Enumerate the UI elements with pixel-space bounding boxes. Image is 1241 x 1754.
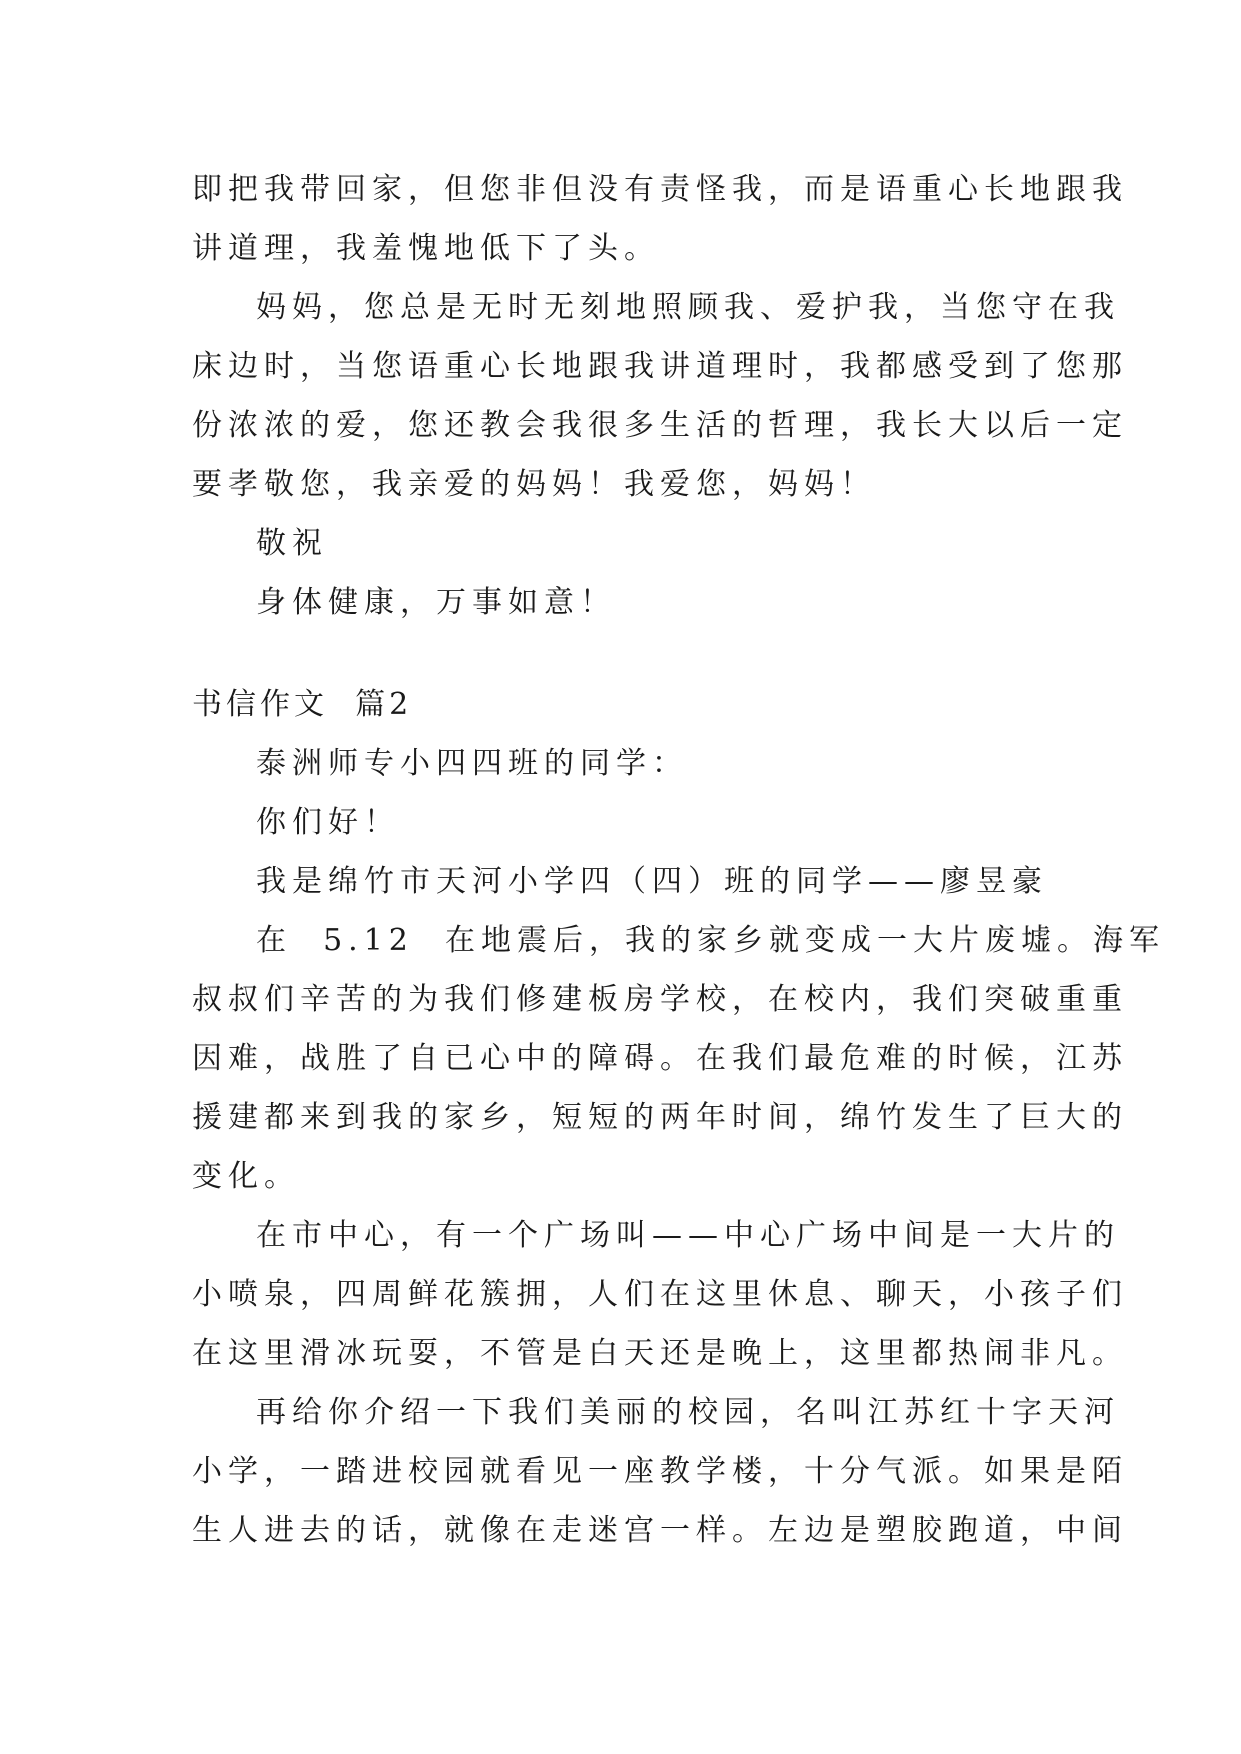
text-line: 床边时，当您语重心长地跟我讲道理时，我都感受到了您那 <box>192 349 1128 384</box>
closing-salute: 敬祝 <box>256 526 328 561</box>
letter-greeting: 你们好！ <box>256 805 400 840</box>
paragraph-line: 在 5.12 在地震后，我的家乡就变成一大片废墟。海军 <box>256 923 1165 958</box>
paragraph-line: 妈妈，您总是无时无刻地照顾我、爱护我，当您守在我 <box>256 290 1120 325</box>
letter-intro: 我是绵竹市天河小学四（四）班的同学——廖昱豪 <box>256 864 1048 899</box>
text-line: 变化。 <box>192 1159 300 1194</box>
text-line: 即把我带回家，但您非但没有责怪我，而是语重心长地跟我 <box>192 172 1128 207</box>
text-line: 小学，一踏进校园就看见一座教学楼，十分气派。如果是陌 <box>192 1454 1128 1489</box>
text-line: 援建都来到我的家乡，短短的两年时间，绵竹发生了巨大的 <box>192 1100 1128 1135</box>
text-line: 叔叔们辛苦的为我们修建板房学校，在校内，我们突破重重 <box>192 982 1128 1017</box>
section-gap <box>192 632 1072 675</box>
paragraph-line: 再给你介绍一下我们美丽的校园，名叫江苏红十字天河 <box>256 1395 1120 1430</box>
letter-text <box>192 160 1165 1560</box>
section-heading: 书信作文 篇2 <box>192 687 413 722</box>
text-line: 要孝敬您，我亲爱的妈妈！我爱您，妈妈！ <box>192 467 876 502</box>
text-line: 生人进去的话，就像在走迷宫一样。左边是塑胶跑道，中间 <box>192 1513 1128 1548</box>
closing-wish: 身体健康，万事如意！ <box>256 585 616 620</box>
text-line: 讲道理，我羞愧地低下了头。 <box>192 231 660 266</box>
text-line: 份浓浓的爱，您还教会我很多生活的哲理，我长大以后一定 <box>192 408 1128 443</box>
letter-salutation: 泰洲师专小四四班的同学： <box>256 746 688 781</box>
paragraph-line: 在市中心，有一个广场叫——中心广场中间是一大片的 <box>256 1218 1120 1253</box>
text-line: 因难，战胜了自已心中的障碍。在我们最危难的时候，江苏 <box>192 1041 1128 1076</box>
text-line: 小喷泉，四周鲜花簇拥，人们在这里休息、聊天，小孩子们 <box>192 1277 1128 1312</box>
text-line: 在这里滑冰玩耍，不管是白天还是晚上，这里都热闹非凡。 <box>192 1336 1128 1371</box>
